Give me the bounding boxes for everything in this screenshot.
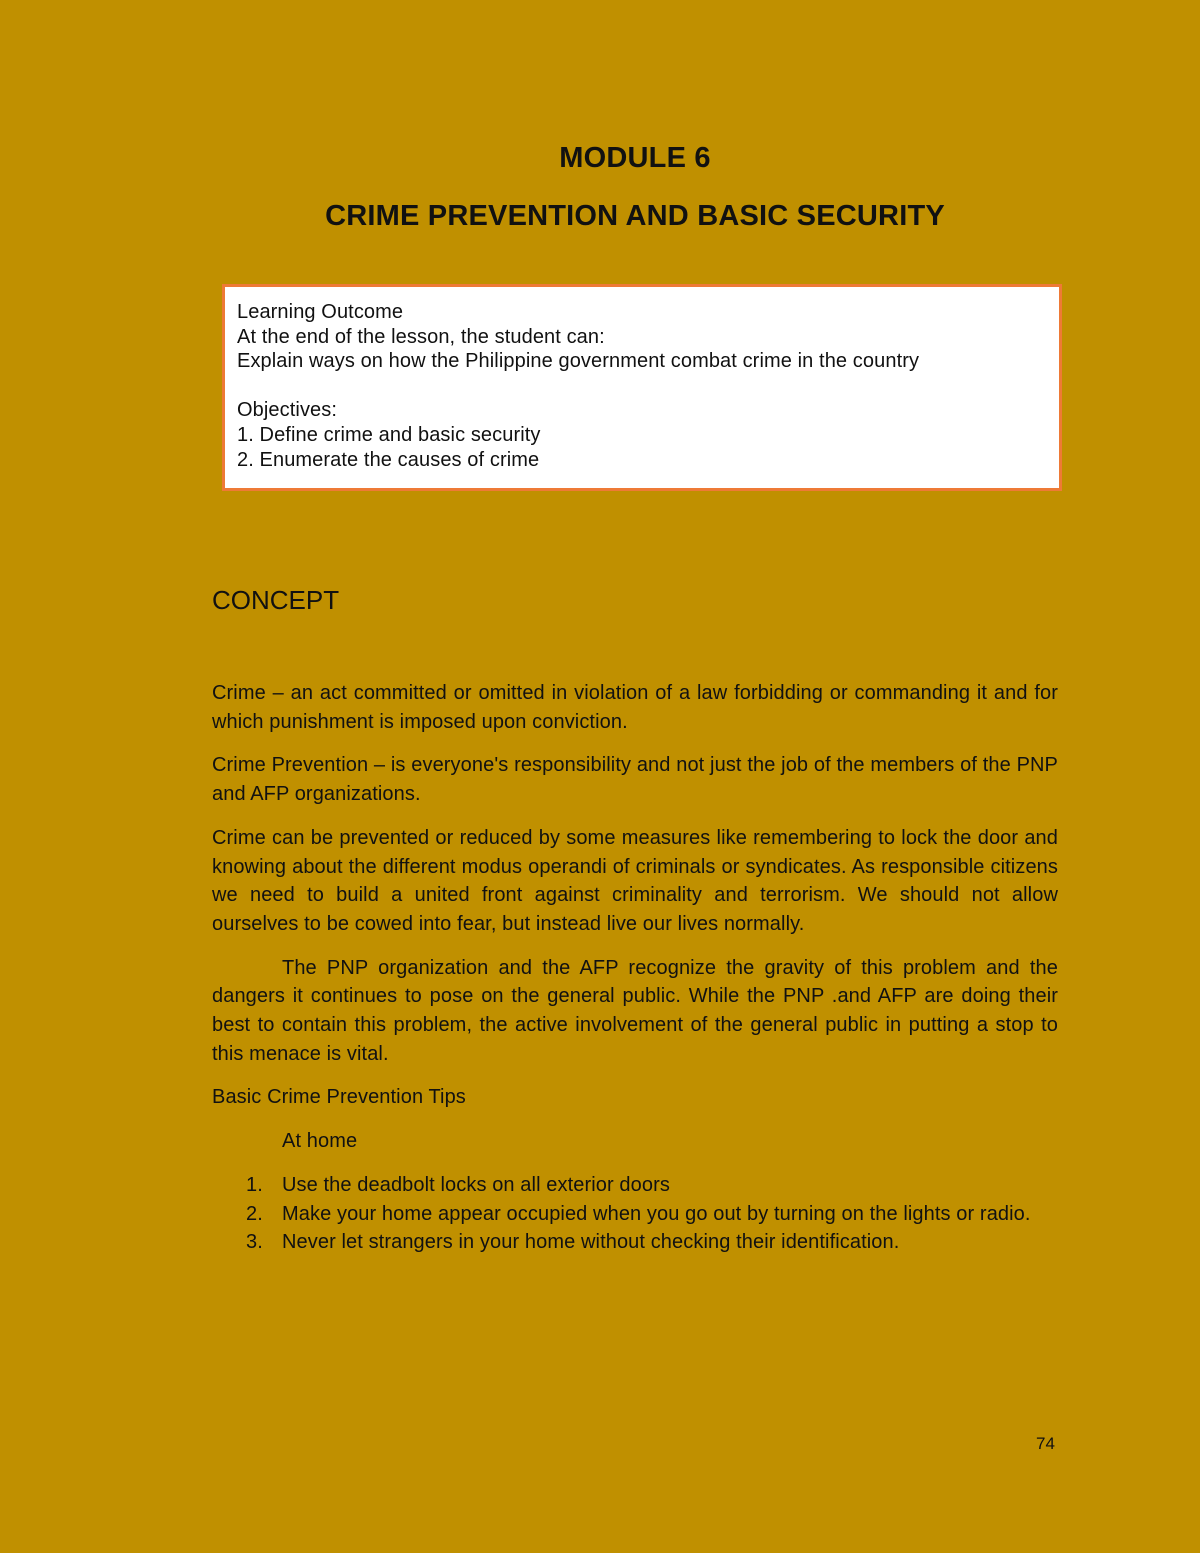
crime-prevention-paragraph: Crime Prevention – is everyone's responsibility and not just the job of the members of the PNP and AFP organizations. bbox=[212, 754, 1058, 806]
concept-body bbox=[212, 679, 1058, 1257]
list-item-text: Make your home appear occupied when you go out by turning on the lights or radio. bbox=[282, 1202, 1031, 1225]
spacer bbox=[237, 374, 1047, 399]
list-item-number: 2. bbox=[246, 1202, 263, 1225]
pnp-afp-paragraph: The PNP organization and the AFP recognize the gravity of this problem and the dangers it continues to pose on the general public. While the PNP .and AFP are doing their best to contain this problem, the active involvement of the general public in putting a stop to this menace is vital. bbox=[212, 956, 1058, 1065]
list-item-text: Never let strangers in your home without checking their identification. bbox=[282, 1231, 900, 1254]
list-item-number: 3. bbox=[246, 1231, 263, 1254]
list-item bbox=[212, 1171, 1058, 1200]
prevention-measures-paragraph: Crime can be prevented or reduced by some measures like remembering to lock the door and knowing about the different modus operandi of criminals or syndicates. As responsible citizens we need to build a united front against criminality and terrorism. We should not allow ourselves to be cowed into fear, but instead live our lives normally. bbox=[212, 826, 1058, 935]
learning-outcome-text: Explain ways on how the Philippine government combat crime in the country bbox=[237, 350, 920, 373]
tips-list bbox=[212, 1171, 1058, 1257]
tips-heading: Basic Crime Prevention Tips bbox=[212, 1086, 466, 1109]
list-item bbox=[212, 1200, 1058, 1229]
list-item-text: Use the deadbolt locks on all exterior doors bbox=[282, 1173, 670, 1196]
module-title: CRIME PREVENTION AND BASIC SECURITY bbox=[325, 200, 945, 232]
learning-outcome-heading: Learning Outcome bbox=[237, 301, 404, 323]
objective-item: 1. Define crime and basic security bbox=[237, 423, 541, 446]
learning-outcome-intro: At the end of the lesson, the student can: bbox=[237, 325, 605, 348]
crime-definition-paragraph: Crime – an act committed or omitted in violation of a law forbidding or commanding it and for which punishment is imposed upon conviction. bbox=[212, 682, 1058, 733]
module-number: MODULE 6 bbox=[559, 142, 711, 174]
list-item-number: 1. bbox=[246, 1173, 263, 1196]
concept-heading: CONCEPT bbox=[212, 585, 340, 615]
list-item bbox=[212, 1228, 1058, 1257]
tips-subheading: At home bbox=[282, 1130, 358, 1153]
page-number: 74 bbox=[1036, 1434, 1055, 1453]
learning-outcome-box bbox=[222, 284, 1062, 491]
objectives-heading: Objectives: bbox=[237, 399, 338, 422]
objective-item: 2. Enumerate the causes of crime bbox=[237, 448, 540, 471]
